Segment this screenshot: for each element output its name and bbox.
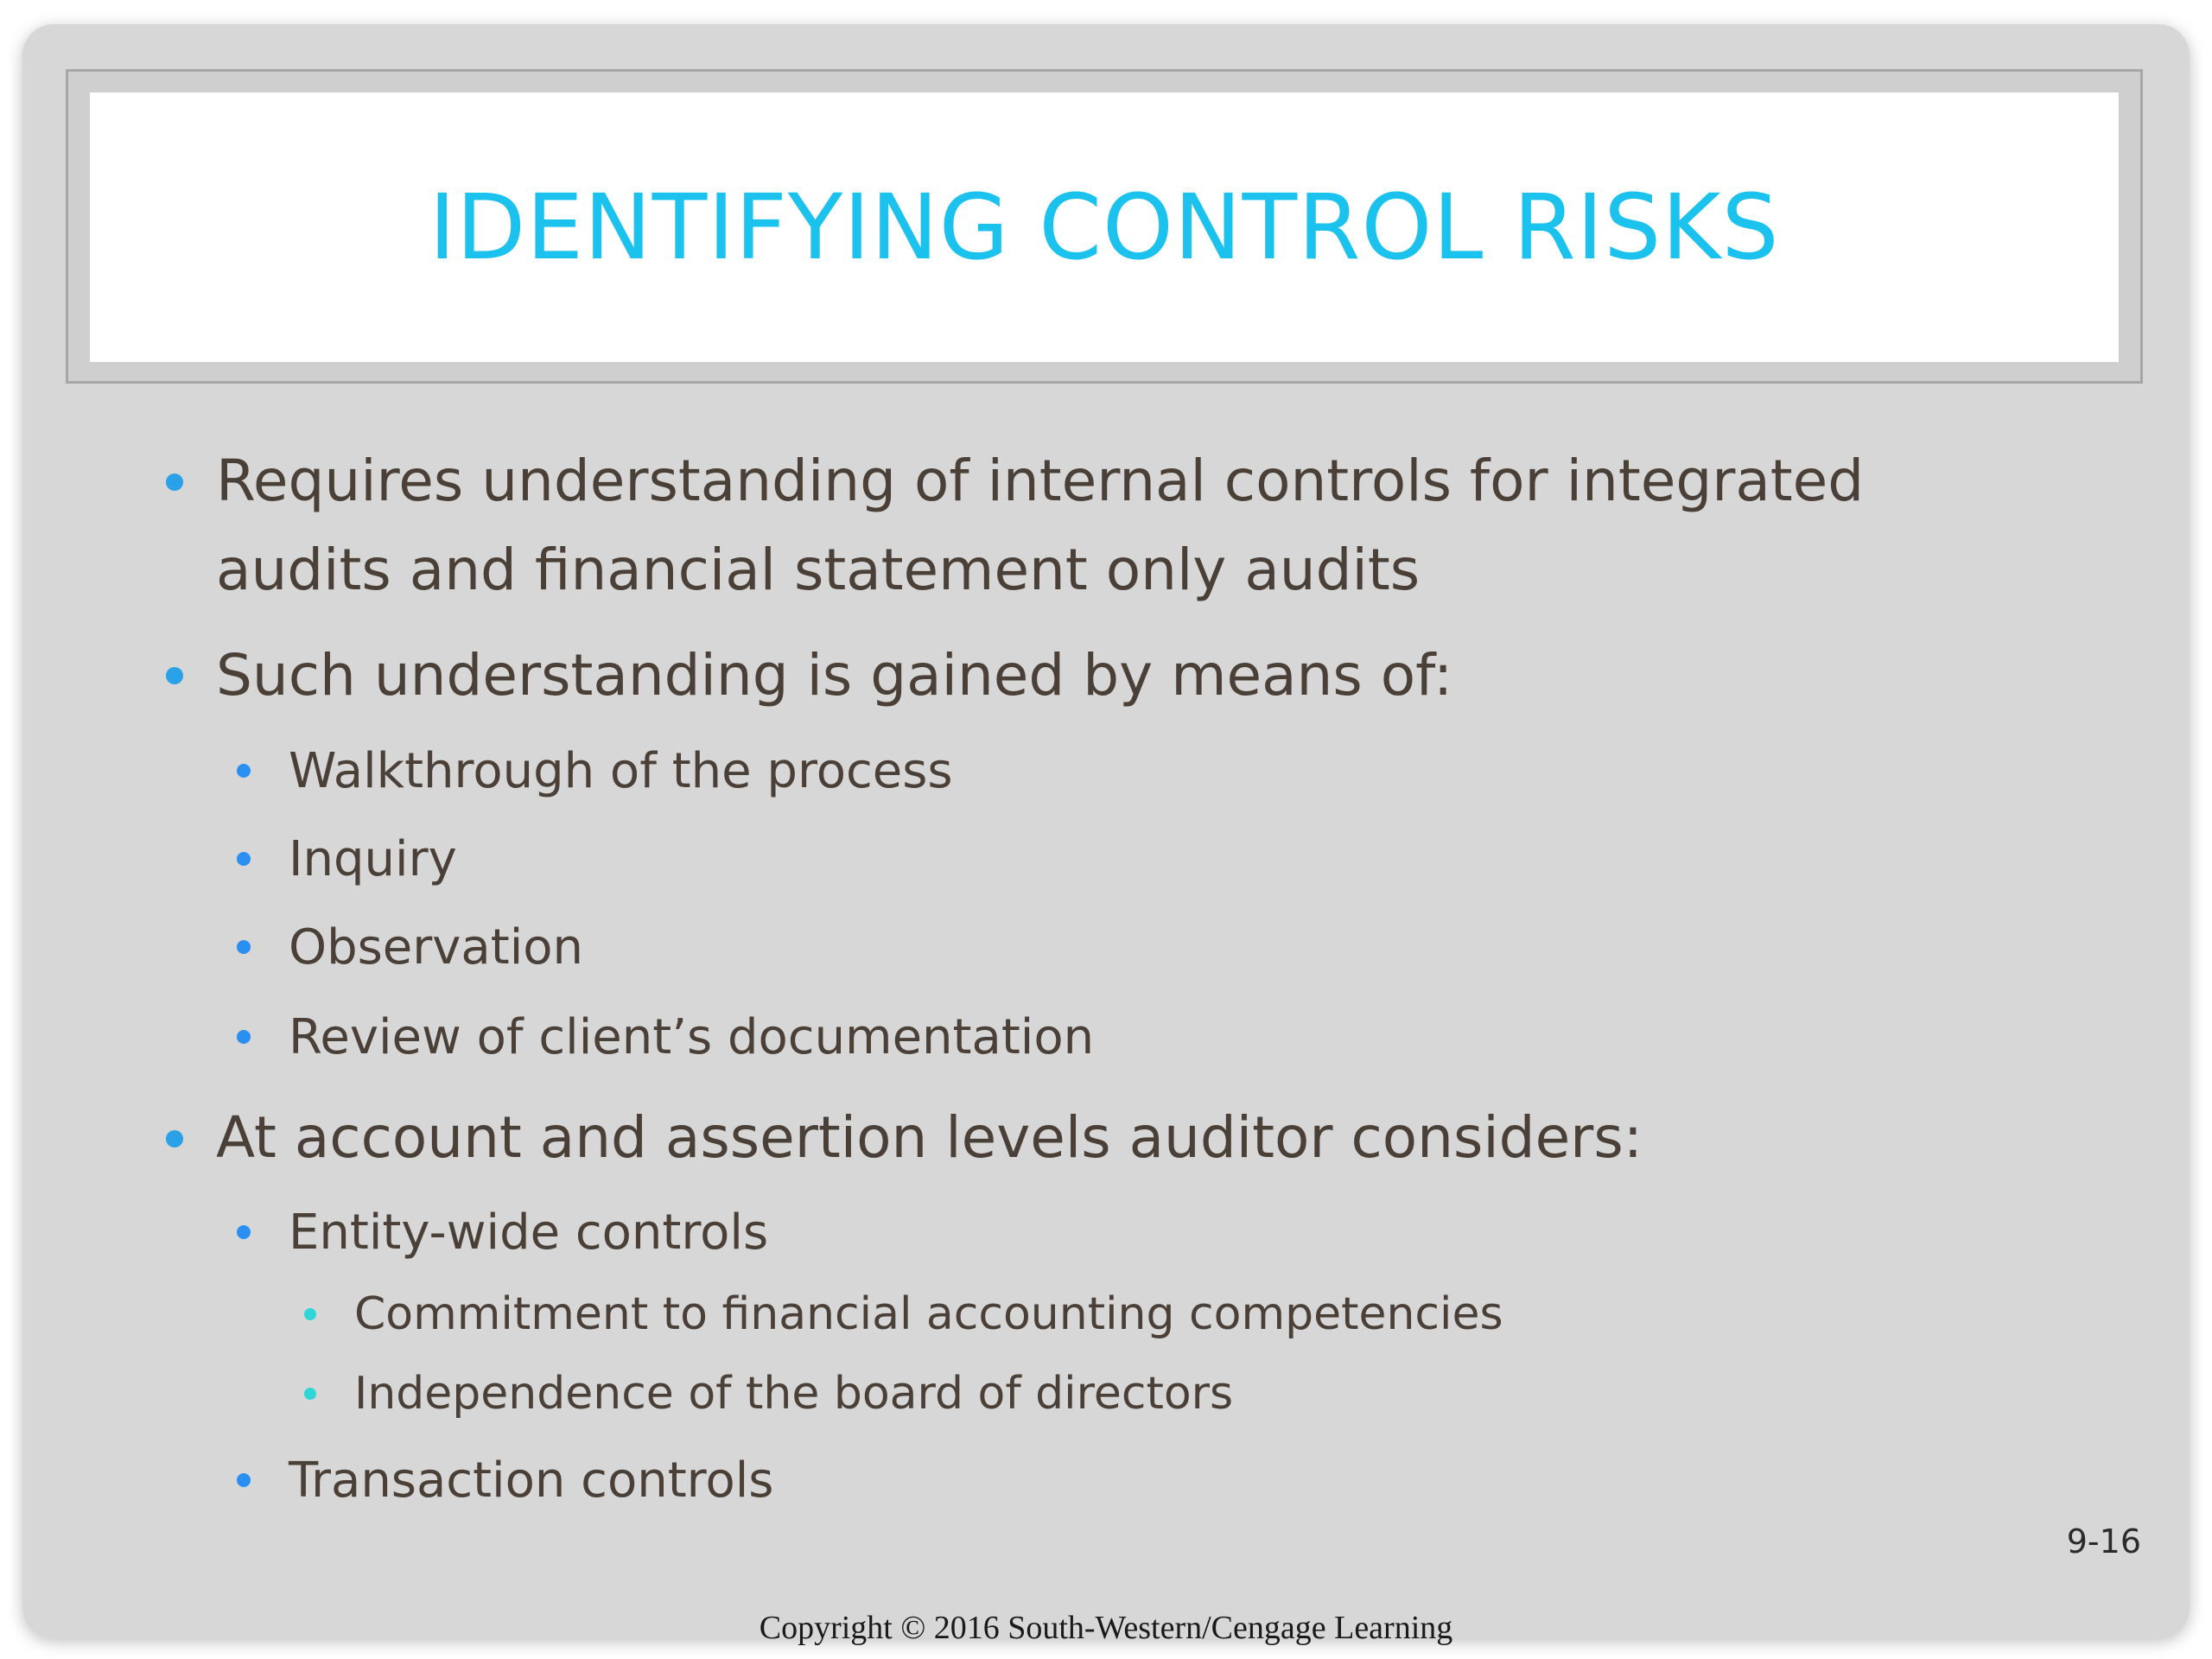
- bullet-dot: [237, 1225, 251, 1239]
- bullet-dot: [237, 1030, 251, 1044]
- bullet-item-level2: Inquiry: [289, 831, 457, 887]
- bullet-dot: [166, 667, 183, 684]
- bullet-item-level1: Requires understanding of internal controls for integrated: [216, 448, 1865, 514]
- bullet-item-level2: Entity-wide controls: [289, 1205, 769, 1261]
- bullet-dot: [166, 474, 183, 491]
- bullet-dot: [304, 1388, 316, 1400]
- slide-title: IDENTIFYING CONTROL RISKS: [429, 175, 1780, 280]
- bullet-item-level1-continuation: audits and financial statement only audits: [216, 537, 1421, 603]
- bullet-dot: [237, 1473, 251, 1487]
- bullet-dot: [166, 1130, 183, 1147]
- bullet-dot: [304, 1308, 316, 1320]
- bullet-dot: [237, 940, 251, 954]
- bullet-item-level1: Such understanding is gained by means of:: [216, 642, 1453, 709]
- copyright-footer: Copyright © 2016 South-Western/Cengage Learning: [759, 1610, 1453, 1646]
- bullet-dot: [237, 764, 251, 778]
- bullet-item-level1: At account and assertion levels auditor considers:: [216, 1104, 1643, 1171]
- bullet-item-level2: Walkthrough of the process: [289, 743, 953, 799]
- bullet-item-level2: Observation: [289, 919, 584, 976]
- bullet-item-level3: Commitment to financial accounting competencies: [354, 1288, 1503, 1340]
- page-number: 9-16: [2066, 1522, 2141, 1560]
- bullet-item-level2: Transaction controls: [289, 1452, 774, 1509]
- bullet-item-level2: Review of client’s documentation: [289, 1009, 1095, 1065]
- bullet-item-level3: Independence of the board of directors: [354, 1368, 1234, 1420]
- bullet-dot: [237, 852, 251, 866]
